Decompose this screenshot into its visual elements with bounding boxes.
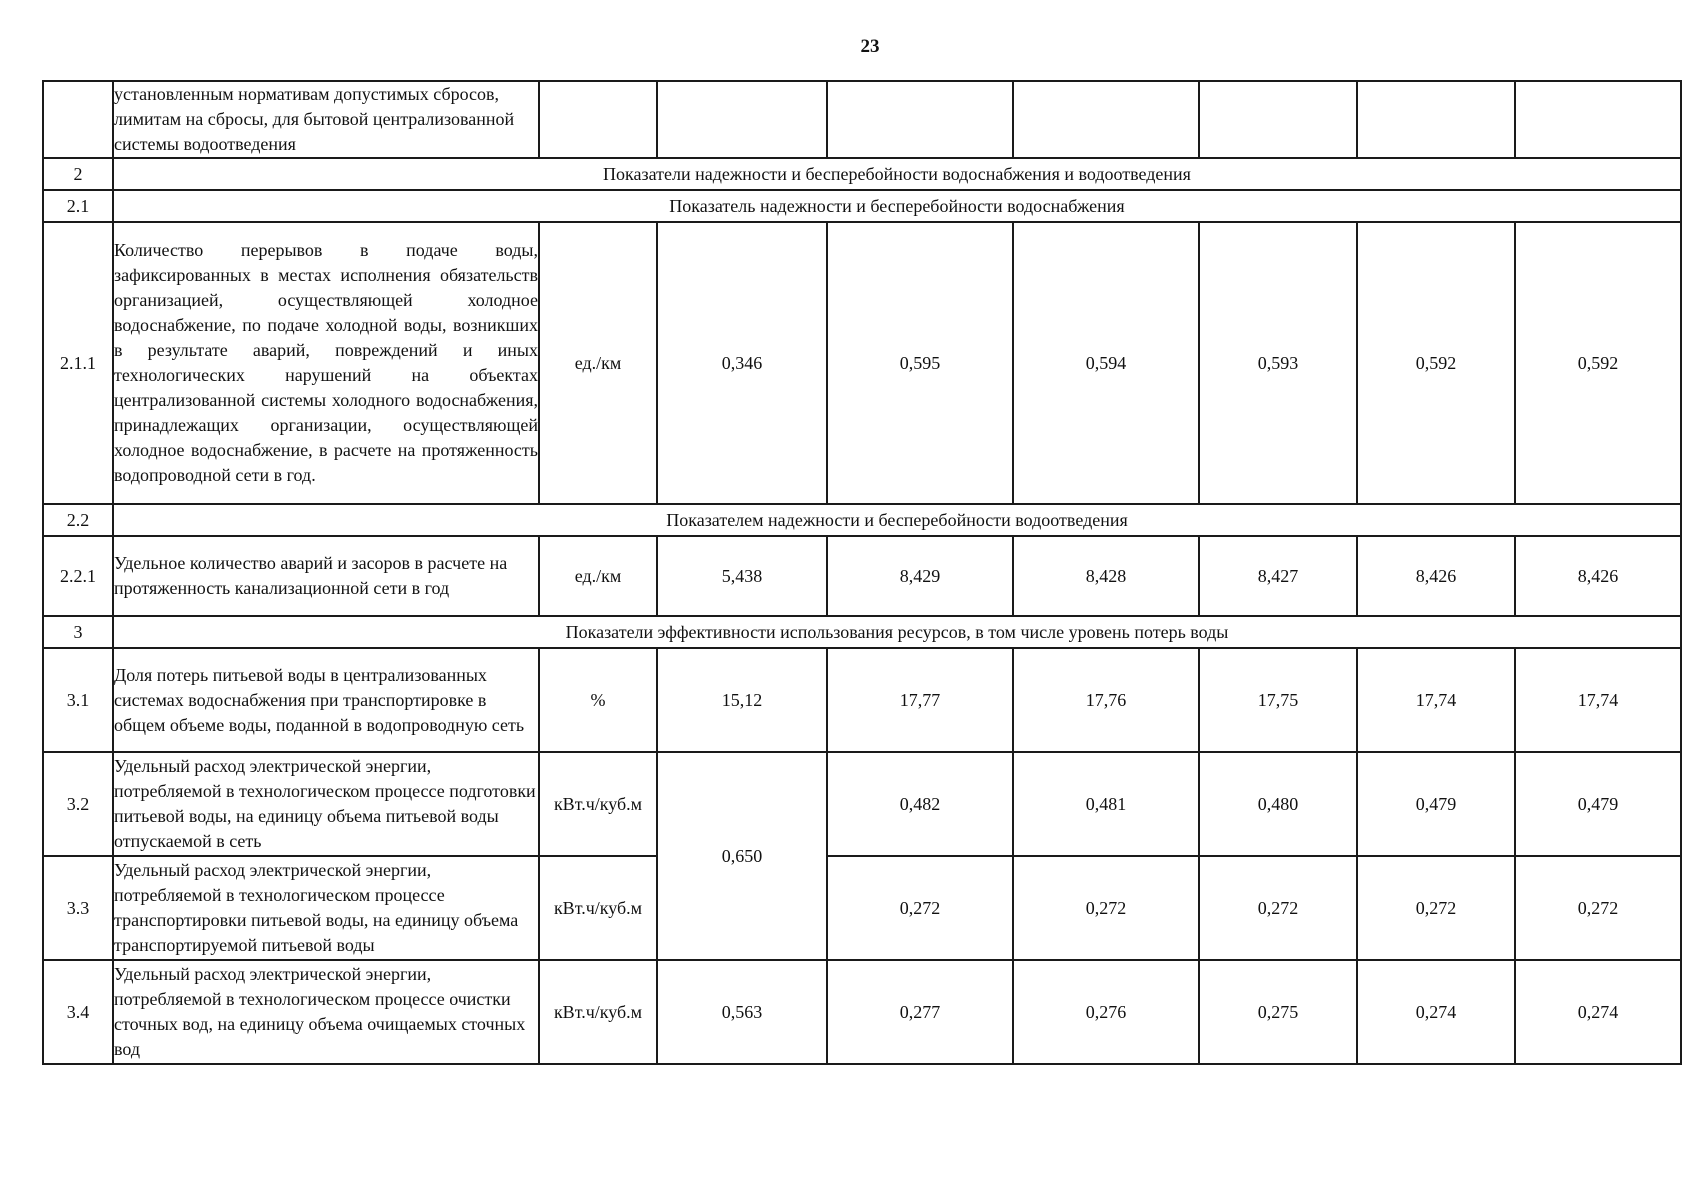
table-row: [43, 81, 1681, 158]
value-cell: 8,427: [1199, 536, 1357, 616]
value-cell: 17,76: [1013, 648, 1199, 752]
table-row: [43, 222, 1681, 504]
value-cell: 0,479: [1515, 752, 1681, 856]
row-number: [43, 81, 113, 158]
merged-value-cell: 0,650: [657, 752, 827, 960]
row-number: 3.1: [43, 648, 113, 752]
value-cell: 0,272: [1013, 856, 1199, 960]
value-cell: 0,481: [1013, 752, 1199, 856]
unit-cell: ед./км: [539, 536, 657, 616]
value-cell: 0,592: [1515, 222, 1681, 504]
section-title: Показателем надежности и бесперебойности водоотведения: [113, 504, 1681, 536]
value-cell: [1013, 81, 1199, 158]
value-cell: 17,74: [1357, 648, 1515, 752]
section-title: Показатели надежности и бесперебойности водоснабжения и водоотведения: [113, 158, 1681, 190]
section-number: 2.1: [43, 190, 113, 222]
section-title: Показатель надежности и бесперебойности водоснабжения: [113, 190, 1681, 222]
section-row: [43, 158, 1681, 190]
page-number: 23: [860, 36, 880, 57]
indicator-description: Удельный расход электрической энергии, потребляемой в технологическом процессе очистки сточных вод, на единицу объема очищаемых сточных вод: [113, 960, 539, 1064]
value-cell: [657, 81, 827, 158]
unit-cell: %: [539, 648, 657, 752]
indicator-description: установленным нормативам допустимых сбросов, лимитам на сбросы, для бытовой централизованной системы водоотведения: [113, 81, 539, 158]
value-cell: [1357, 81, 1515, 158]
table-row: [43, 856, 1681, 960]
row-number: 3.4: [43, 960, 113, 1064]
row-number: 2.2.1: [43, 536, 113, 616]
value-cell: 0,272: [1515, 856, 1681, 960]
value-cell: 0,274: [1515, 960, 1681, 1064]
table-row: [43, 536, 1681, 616]
section-number: 2: [43, 158, 113, 190]
value-cell: 0,277: [827, 960, 1013, 1064]
section-row: [43, 616, 1681, 648]
section-row: [43, 504, 1681, 536]
indicators-table: [42, 80, 1682, 1065]
value-cell: 0,480: [1199, 752, 1357, 856]
value-cell: 17,74: [1515, 648, 1681, 752]
value-cell: 0,272: [1357, 856, 1515, 960]
value-cell: 0,346: [657, 222, 827, 504]
value-cell: 17,77: [827, 648, 1013, 752]
indicator-description: Удельное количество аварий и засоров в расчете на протяженность канализационной сети в год: [113, 536, 539, 616]
section-row: [43, 190, 1681, 222]
indicator-description: Количество перерывов в подаче воды, зафиксированных в местах исполнения обязательств организацией, осуществляющей холодное водоснабжение, по подаче холодной воды, возникших в результате аварий, повреждений и иных технологических нарушений на объектах централизованной системы холодного водоснабжения, принадлежащих организации, осуществляющей холодное водоснабжение, в расчете на протяженность водопроводной сети в год.: [113, 222, 539, 504]
indicator-description: Удельный расход электрической энергии, потребляемой в технологическом процессе подготовки питьевой воды, на единицу объема питьевой воды отпускаемой в сеть: [113, 752, 539, 856]
row-number: 2.1.1: [43, 222, 113, 504]
value-cell: 0,592: [1357, 222, 1515, 504]
value-cell: 0,563: [657, 960, 827, 1064]
indicator-description: Доля потерь питьевой воды в централизованных системах водоснабжения при транспортировке в общем объеме воды, поданной в водопроводную сеть: [113, 648, 539, 752]
row-number: 3.3: [43, 856, 113, 960]
value-cell: 5,438: [657, 536, 827, 616]
section-number: 2.2: [43, 504, 113, 536]
value-cell: 8,429: [827, 536, 1013, 616]
unit-cell: [539, 81, 657, 158]
unit-cell: кВт.ч/куб.м: [539, 752, 657, 856]
value-cell: [1515, 81, 1681, 158]
indicator-description: Удельный расход электрической энергии, потребляемой в технологическом процессе транспортировки питьевой воды, на единицу объема транспортируемой питьевой воды: [113, 856, 539, 960]
value-cell: 0,595: [827, 222, 1013, 504]
value-cell: [1199, 81, 1357, 158]
table-row: [43, 752, 1681, 856]
table-row: [43, 960, 1681, 1064]
unit-cell: кВт.ч/куб.м: [539, 856, 657, 960]
section-title: Показатели эффективности использования ресурсов, в том числе уровень потерь воды: [113, 616, 1681, 648]
unit-cell: ед./км: [539, 222, 657, 504]
value-cell: 0,482: [827, 752, 1013, 856]
value-cell: 8,426: [1357, 536, 1515, 616]
value-cell: 0,593: [1199, 222, 1357, 504]
value-cell: 0,594: [1013, 222, 1199, 504]
value-cell: 0,274: [1357, 960, 1515, 1064]
value-cell: 8,426: [1515, 536, 1681, 616]
value-cell: 8,428: [1013, 536, 1199, 616]
value-cell: 0,276: [1013, 960, 1199, 1064]
value-cell: [827, 81, 1013, 158]
value-cell: 0,272: [1199, 856, 1357, 960]
value-cell: 17,75: [1199, 648, 1357, 752]
unit-cell: кВт.ч/куб.м: [539, 960, 657, 1064]
value-cell: 0,479: [1357, 752, 1515, 856]
section-number: 3: [43, 616, 113, 648]
row-number: 3.2: [43, 752, 113, 856]
table-row: [43, 648, 1681, 752]
value-cell: 0,272: [827, 856, 1013, 960]
value-cell: 0,275: [1199, 960, 1357, 1064]
value-cell: 15,12: [657, 648, 827, 752]
